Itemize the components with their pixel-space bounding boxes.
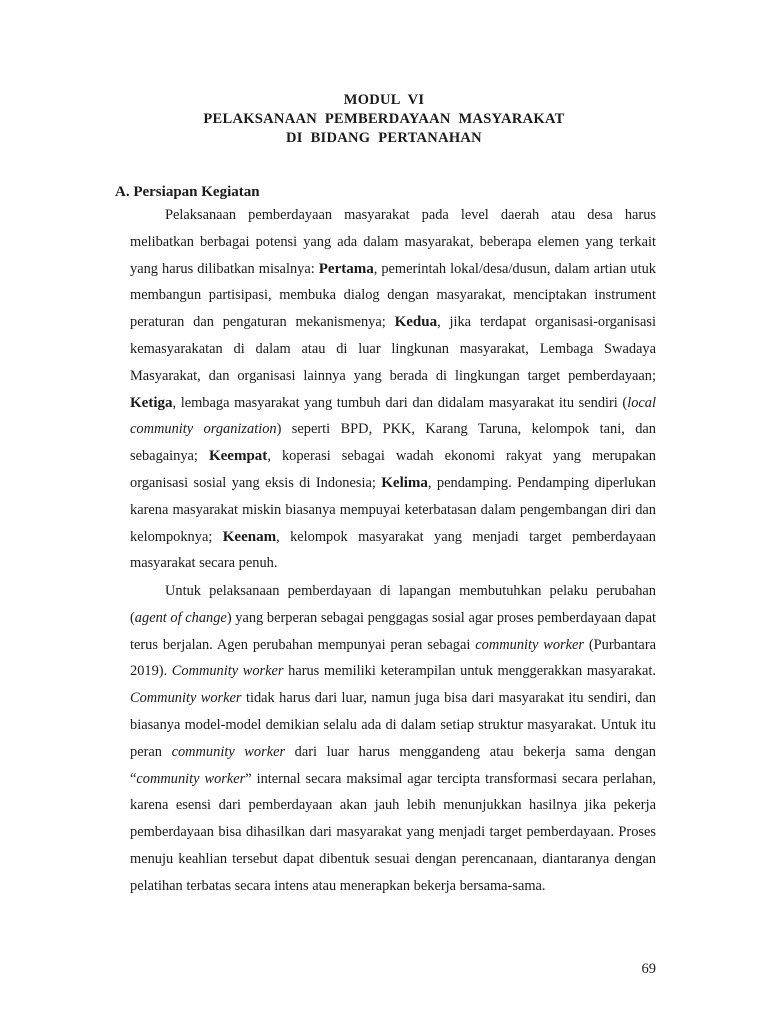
text-run: dari luar harus menggandeng atau bekerja sama dengan “ xyxy=(130,743,656,787)
text-run: (Purbantara 2019). xyxy=(130,636,656,680)
text-run: , lembaga masyarakat yang tumbuh dari dan didalam masyarakat itu sendiri ( xyxy=(172,394,628,411)
section-heading: A. Persiapan Kegiatan xyxy=(115,184,260,200)
text-run: ) yang berperan sebagai penggagas sosial agar proses pemberdayaan dapat terus berjalan. Agen perubahan mempunyai peran sebagai xyxy=(130,609,656,653)
bold-term: Keenam xyxy=(222,528,277,545)
italic-term: local community organization xyxy=(130,394,656,438)
text-run: Untuk pelaksanaan pemberdayaan di lapangan membutuhkan pelaku perubahan ( xyxy=(130,583,656,626)
italic-term: community worker xyxy=(171,743,286,760)
text-run: , kelompok masyarakat yang menjadi target pemberdayaan masyarakat secara penuh. xyxy=(130,528,656,572)
text-run: , pemerintah lokal/desa/dusun, dalam artian utuk membangun partisipasi, membuka dialog dengan masyarakat, menciptakan instrument peraturan dan pengaturan mekanismenya; xyxy=(130,260,656,331)
text-run: , koperasi sebagai wadah ekonomi rakyat yang merupakan organisasi sosial yang eksis di Indonesia; xyxy=(130,448,656,491)
bold-term: Pertama xyxy=(318,260,374,277)
paragraph-1 xyxy=(130,202,656,577)
italic-term: community worker xyxy=(475,636,585,653)
text-run: ” internal secara maksimal agar tercipta transformasi secara perlahan, karena esensi dari pemberdayaan akan jauh lebih menunjukkan hasilnya jika pekerja pemberdayaan bisa dihasilkan dari masyarakat yang menjadi target pemberdayaan. Proses menuju keahlian tersebut dapat dibentuk sesuai dengan perencanaan, diantaranya dengan pelatihan terbatas secara intens atau menerapkan bekerja bersama-sama. xyxy=(130,770,656,894)
italic-term: community worker xyxy=(136,770,246,787)
page-number: 69 xyxy=(641,961,656,977)
paragraph-2 xyxy=(130,578,656,900)
italic-term: Community worker xyxy=(130,690,242,707)
text-run: ) seperti BPD, PKK, Karang Taruna, kelompok tani, dan sebagainya; xyxy=(130,421,656,465)
bold-term: Keempat xyxy=(208,448,268,465)
italic-term: agent of change xyxy=(134,609,227,626)
italic-term: Community worker xyxy=(171,663,284,680)
text-run: Pelaksanaan pemberdayaan masyarakat pada level daerah atau desa harus melibatkan berbagai potensi yang ada dalam masyarakat, beberapa elemen yang terkait yang harus dilibatkan misalnya: xyxy=(130,207,656,277)
text-run: harus memiliki keterampilan untuk menggerakkan masyarakat. xyxy=(283,663,656,680)
text-run: , pendamping. Pendamping diperlukan karena masyarakat miskin biasanya mempuyai keterbatasan dalam pengembangan diri dan kelompoknya; xyxy=(130,474,656,545)
module-title xyxy=(0,91,768,148)
title-line-3: DI BIDANG PERTANAHAN xyxy=(286,130,482,146)
text-run: , jika terdapat organisasi-organisasi kemasyarakatan di dalam atau di luar lingkunan masyarakat, Lembaga Swadaya Masyarakat, dan organisasi lainnya yang berada di lingkungan target pemberdayaan; xyxy=(130,314,656,384)
title-line-1: MODUL VI xyxy=(343,92,425,108)
bold-term: Ketiga xyxy=(130,394,173,411)
text-run: tidak harus dari luar, namun juga bisa dari masyarakat itu sendiri, dan biasanya model-model demikian selalu ada di dalam setiap struktur masyarakat. Untuk itu peran xyxy=(130,690,656,760)
bold-term: Kelima xyxy=(381,474,428,491)
title-line-2: PELAKSANAAN PEMBERDAYAAN MASYARAKAT xyxy=(203,111,565,127)
bold-term: Kedua xyxy=(394,314,438,331)
